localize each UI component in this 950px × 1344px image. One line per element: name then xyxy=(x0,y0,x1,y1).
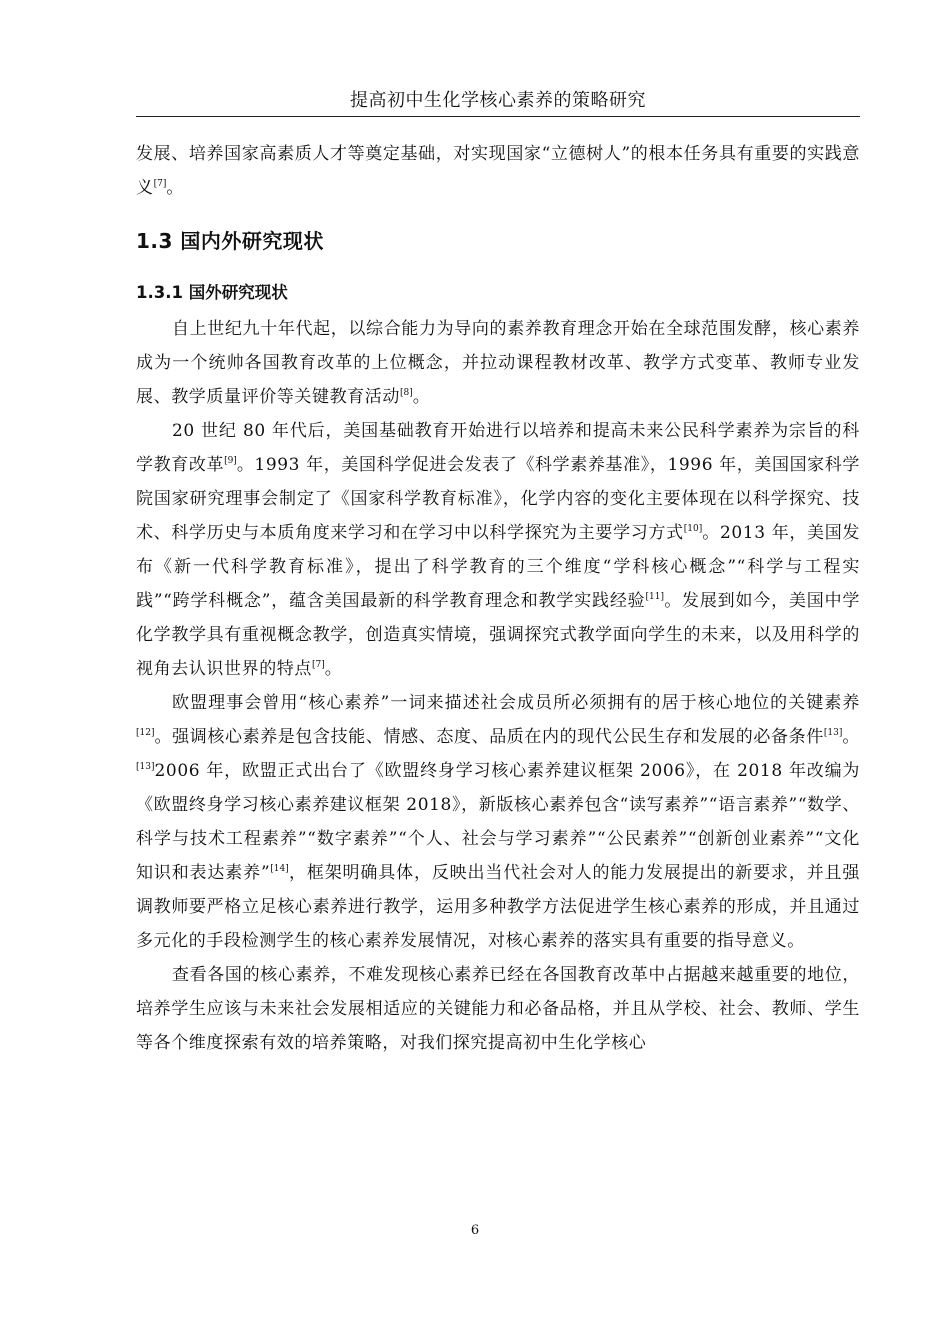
citation: [9] xyxy=(224,456,237,466)
intro-paragraph: 发展、培养国家高素质人才等奠定基础，对实现国家“立德树人”的根本任务具有重要的实践意义[7]。 xyxy=(136,144,860,198)
citation: [13] xyxy=(136,762,155,772)
subsection-heading: 1.3.1 国外研究现状 xyxy=(136,283,288,302)
main-body xyxy=(136,312,860,1060)
citation: [14] xyxy=(270,864,289,874)
citation: [10] xyxy=(683,524,703,534)
citation: [7] xyxy=(153,179,167,189)
paragraph-3: 欧盟理事会曾用“核心素养”一词来描述社会成员所必须拥有的居于核心地位的关键素养[12]。强调核心素养是包含技能、情感、态度、品质在内的现代公民生存和发展的必备条件[13]。[13]2006 年，欧盟正式出台了《欧盟终身学习核心素养建议框架 2006》，在 2018 年改编为《欧盟终身学习核心素养建议框架 2018》，新版核心素养包含“读写素养”“语言素养”“数学、科学与技术工程素养”“数字素养”“个人、社会与学习素养”“公民素养”“创新创业素养”“文化知识和表达素养”[14]，框架明确具体，反映出当代社会对人的能力发展提出的新要求，并且强调教师要严格立足核心素养进行教学，运用多种教学方法促进学生核心素养的形成，并且通过多元化的手段检测学生的核心素养发展情况，对核心素养的落实具有重要的指导意义。 xyxy=(136,693,860,951)
header-rule xyxy=(136,116,860,117)
citation: [7] xyxy=(312,660,325,670)
citation: [11] xyxy=(645,592,664,602)
paragraph-2: 20 世纪 80 年代后，美国基础教育开始进行以培养和提高未来公民科学素养为宗旨的科学教育改革[9]。1993 年，美国科学促进会发表了《科学素养基准》，1996 年，美国国家科学院国家研究理事会制定了《国家科学教育标准》，化学内容的变化主要体现在以科学探究、技术、科学历史与本质角度来学习和在学习中以科学探究为主要学习方式[10]。2013 年，美国发布《新一代科学教育标准》，提出了科学教育的三个维度“学科核心概念”“科学与工程实践”“跨学科概念”，蕴含美国最新的科学教育理念和教学实践经验[11]。发展到如今，美国中学化学教学具有重视概念教学，创造真实情境，强调探究式教学面向学生的未来，以及用科学的视角去认识世界的特点[7]。 xyxy=(136,421,860,679)
citation: [12] xyxy=(136,728,155,738)
intro-text: 发展、培养国家高素质人才等奠定基础，对实现国家“立德树人”的根本任务具有重要的实践意义 xyxy=(136,144,860,198)
section-heading: 1.3 国内外研究现状 xyxy=(136,229,324,253)
running-header: 提高初中生化学核心素养的策略研究 xyxy=(350,90,646,111)
paragraph-4: 查看各国的核心素养，不难发现核心素养已经在各国教育改革中占据越来越重要的地位，培养学生应该与未来社会发展相适应的关键能力和必备品格，并且从学校、社会、教师、学生等各个维度探索有效的培养策略，对我们探究提高初中生化学核心 xyxy=(136,965,860,1053)
paragraph-1: 自上世纪九十年代起，以综合能力为导向的素养教育理念开始在全球范围发酵，核心素养成为一个统帅各国教育改革的上位概念，并拉动课程教材改革、教学方式变革、教师专业发展、教学质量评价等关键教育活动[8]。 xyxy=(136,319,860,407)
page-number: 6 xyxy=(470,1223,480,1238)
citation: [13] xyxy=(823,728,843,738)
citation: [8] xyxy=(400,388,413,398)
